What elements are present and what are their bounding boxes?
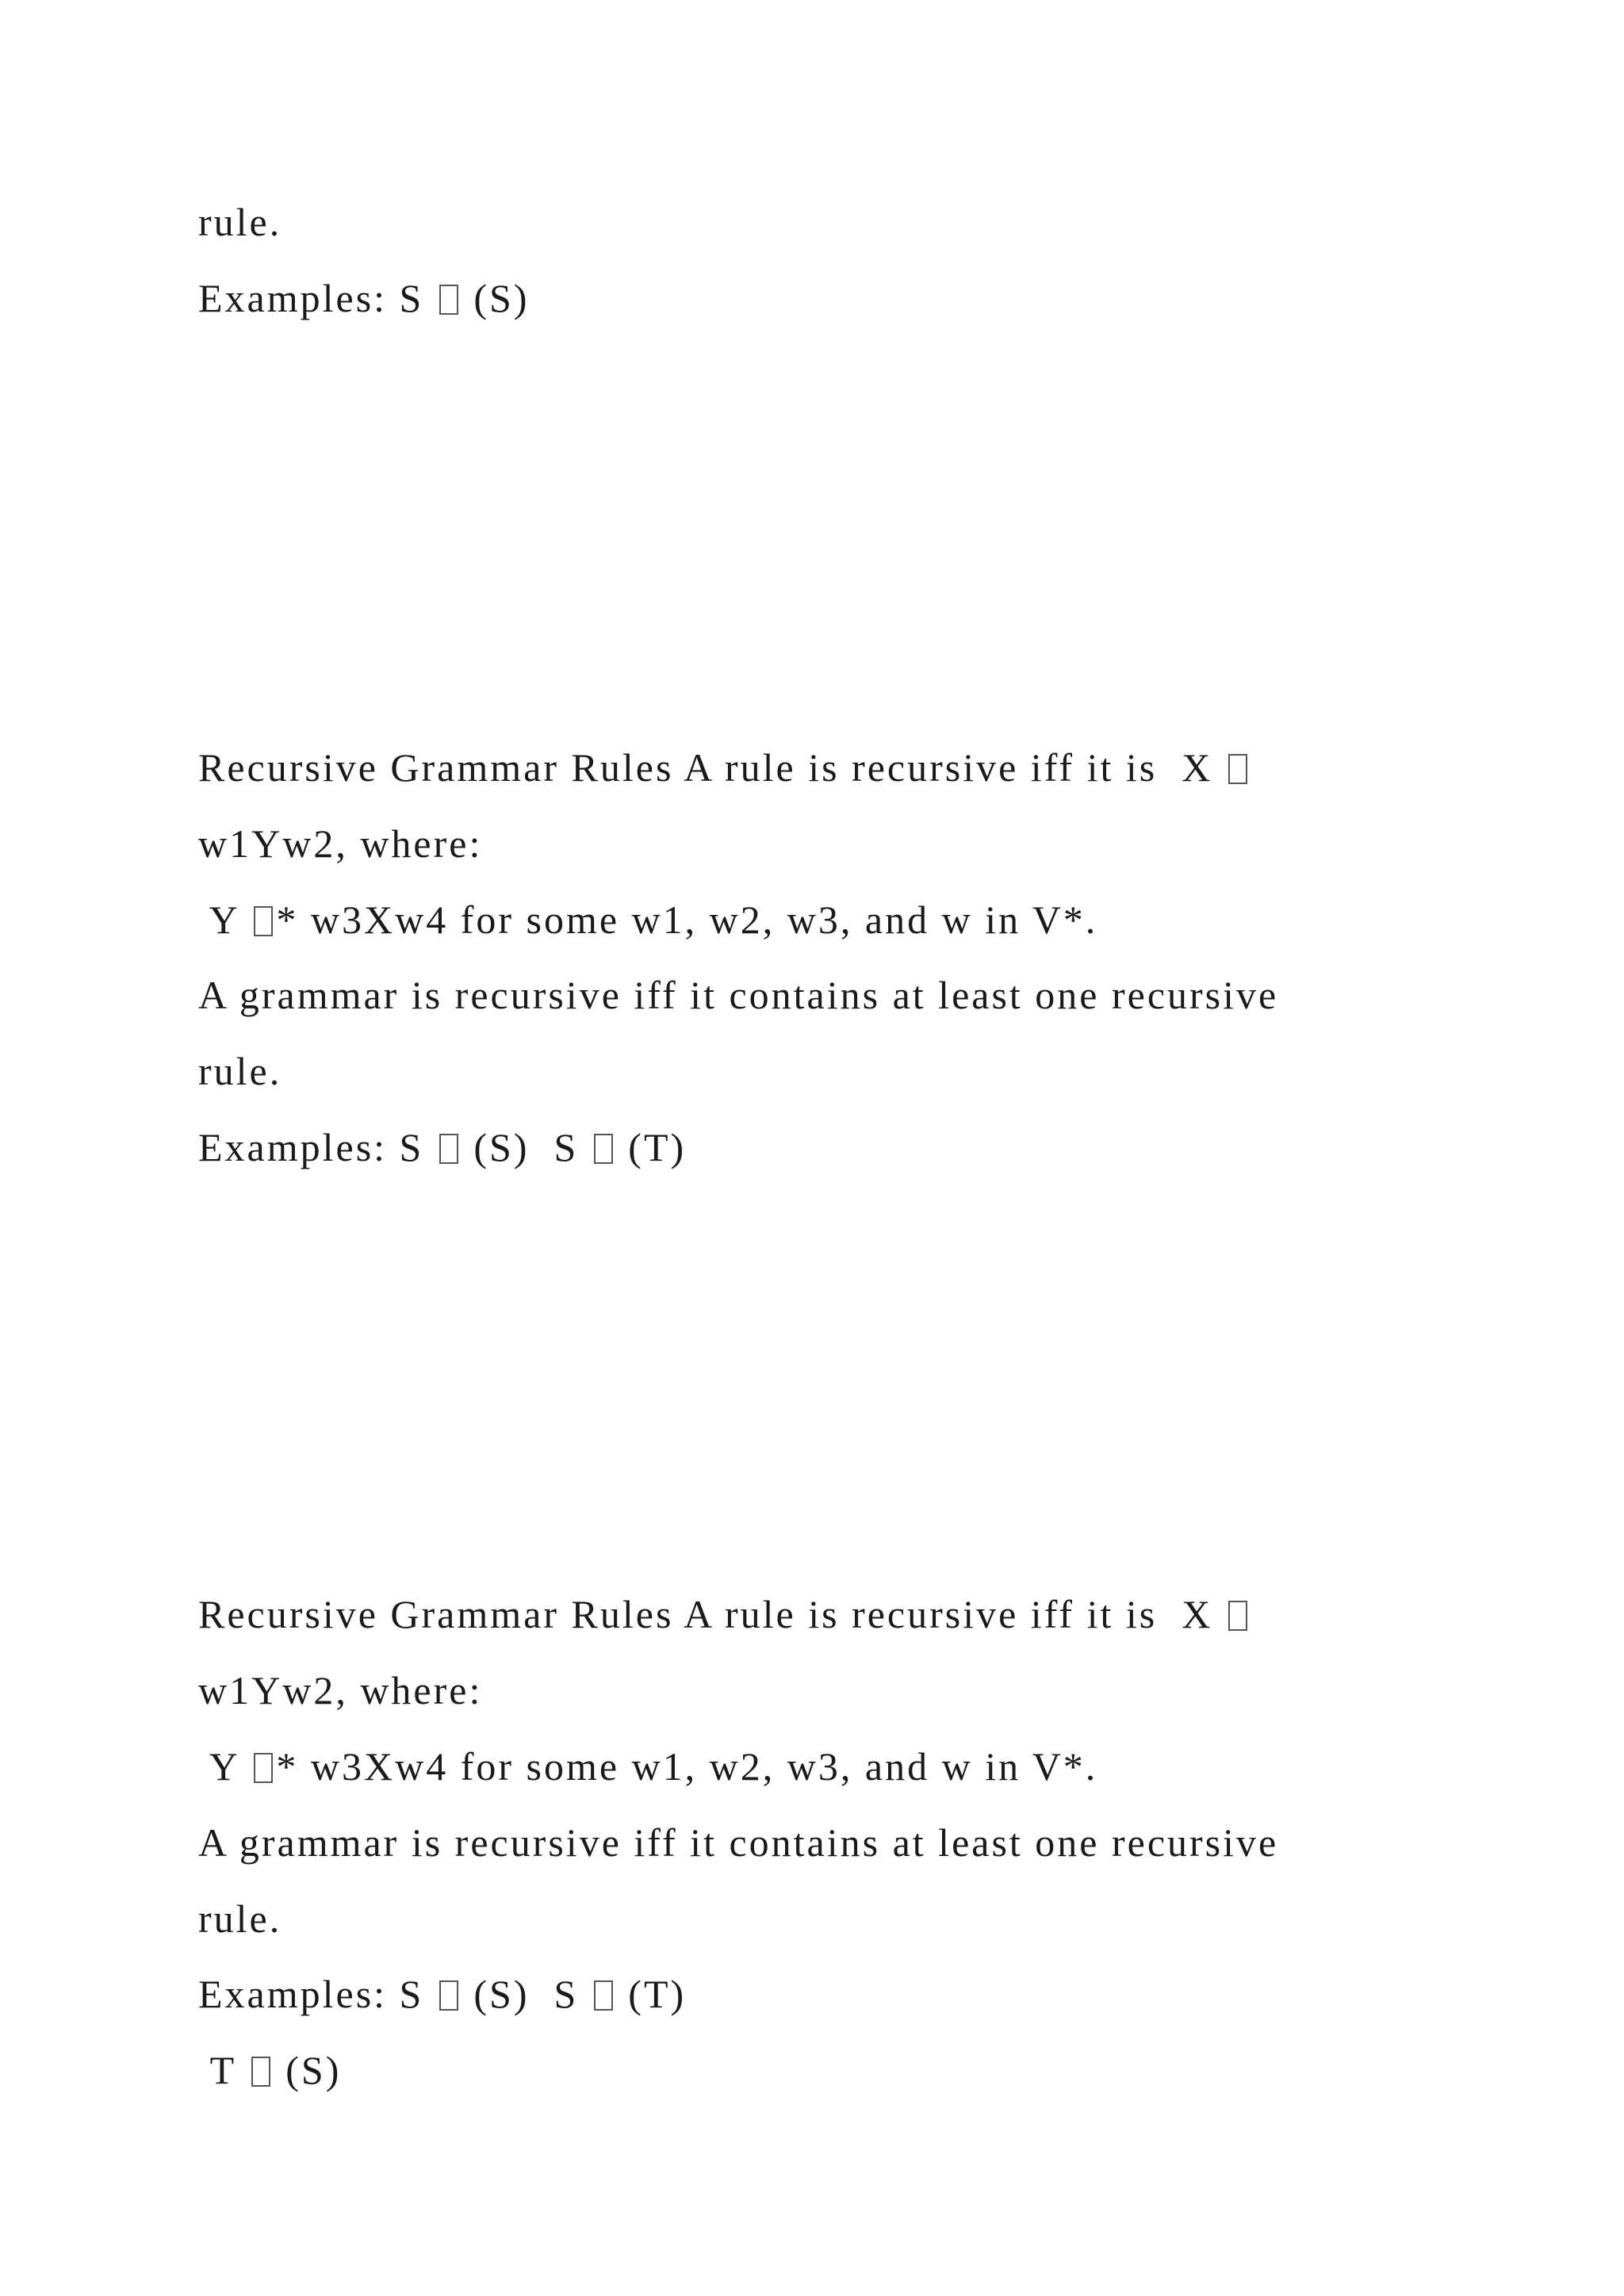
text-line: Recursive Grammar Rules A rule is recursive iff it is X xyxy=(198,1590,1251,1638)
text-line: Y * w3Xw4 for some w1, w2, w3, and w in V*. xyxy=(198,1744,1098,1789)
text-line: Y * w3Xw4 for some w1, w2, w3, and w in V*. xyxy=(198,897,1098,942)
missing-glyph-box xyxy=(594,1134,613,1164)
text-line: A grammar is recursive iff it contains at least one recursive xyxy=(198,1820,1279,1865)
text-line: rule. xyxy=(198,1896,282,1941)
missing-glyph-box xyxy=(251,2057,270,2087)
missing-glyph-box xyxy=(254,906,273,936)
text-line: T (S) xyxy=(198,2048,342,2092)
text-line: rule. xyxy=(198,200,282,244)
missing-glyph-box xyxy=(439,1134,458,1164)
text-line: Recursive Grammar Rules A rule is recursive iff it is X xyxy=(198,744,1251,791)
text-line: Examples: S (S) S (T) xyxy=(198,1125,687,1169)
text-line: rule. xyxy=(198,1049,282,1093)
missing-glyph-box xyxy=(594,1980,613,2011)
text-line: w1Yw2, where: xyxy=(198,821,483,866)
missing-glyph-box xyxy=(1228,754,1247,784)
text-line: Examples: S (S) xyxy=(198,276,530,320)
missing-glyph-box xyxy=(439,1980,458,2011)
missing-glyph-box xyxy=(439,285,458,315)
missing-glyph-box xyxy=(254,1753,273,1783)
text-line: A grammar is recursive iff it contains at least one recursive xyxy=(198,973,1279,1017)
text-line: w1Yw2, where: xyxy=(198,1668,483,1712)
text-line: Examples: S (S) S (T) xyxy=(198,1972,687,2016)
missing-glyph-box xyxy=(1228,1601,1247,1631)
